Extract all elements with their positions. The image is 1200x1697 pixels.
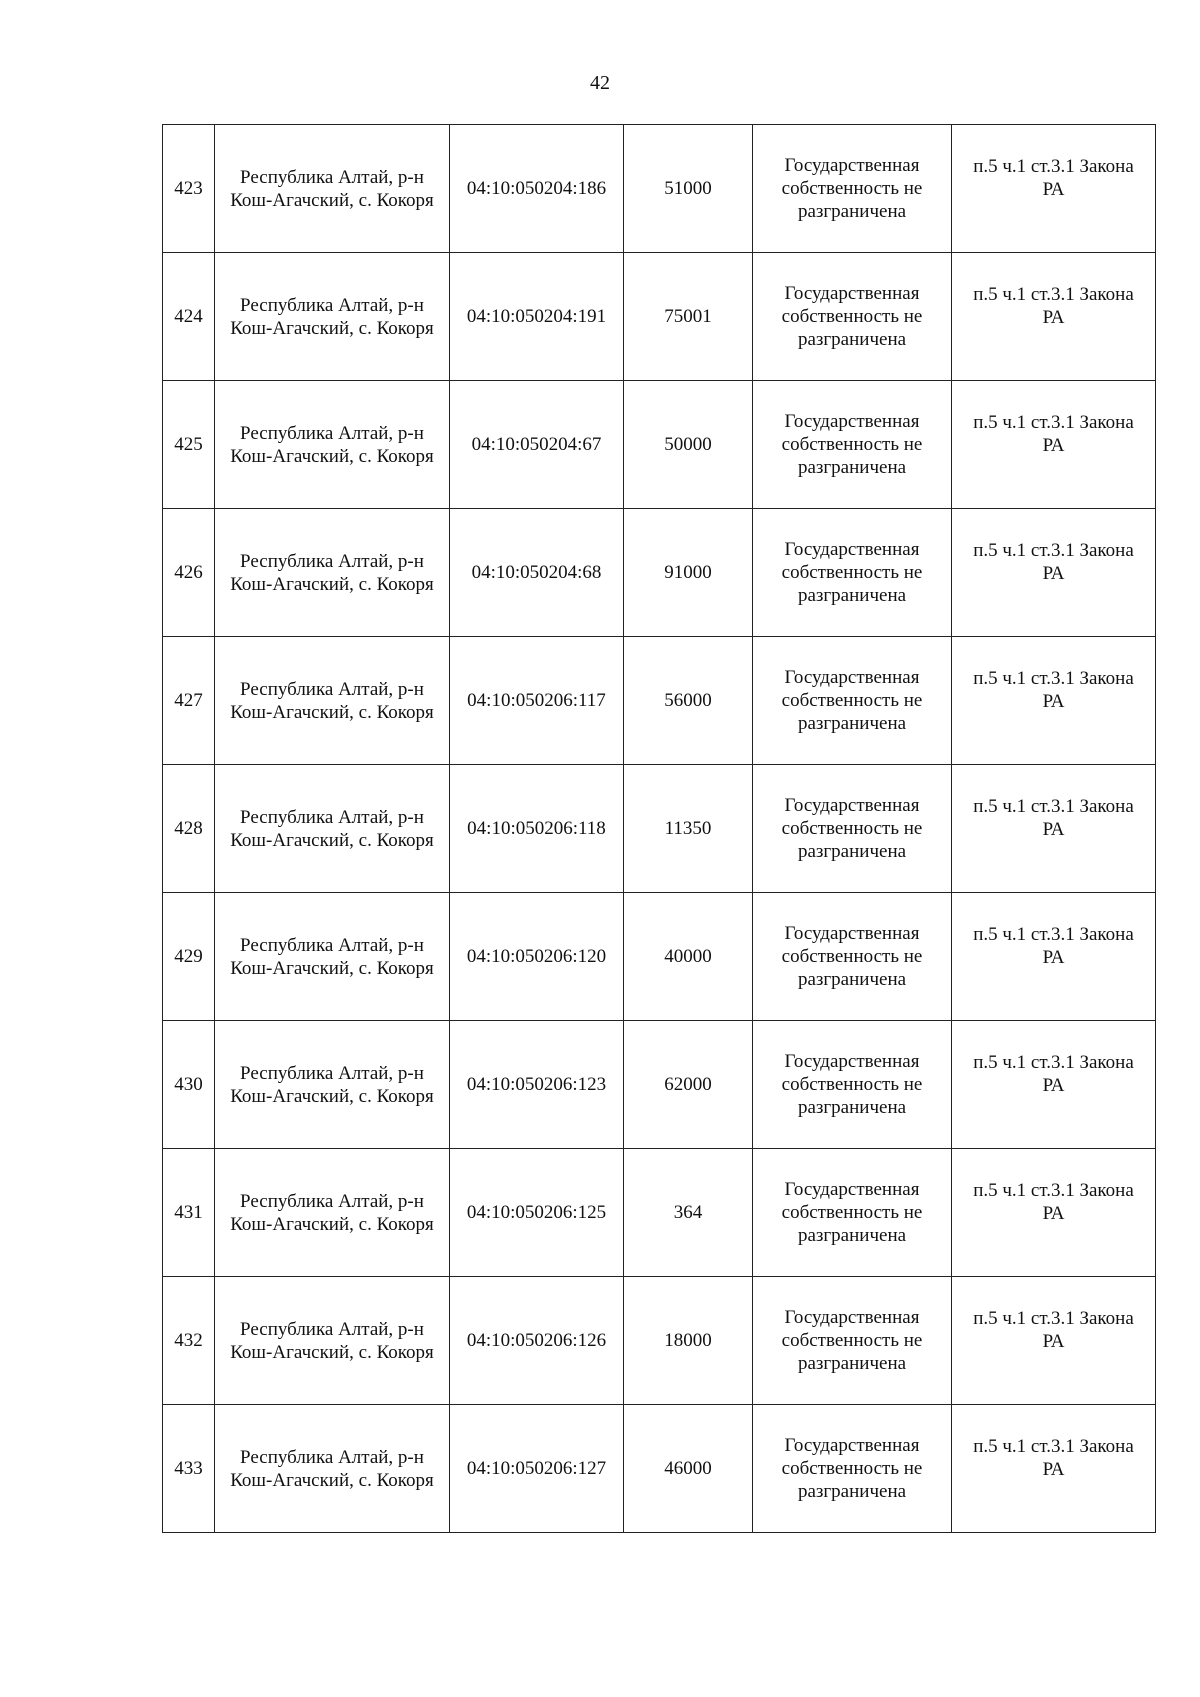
cadastral-number-cell: 04:10:050206:126 [450,1277,624,1405]
cadastral-number-cell: 04:10:050204:67 [450,381,624,509]
area-cell: 11350 [624,765,753,893]
row-number: 432 [163,1277,215,1405]
area-cell: 51000 [624,125,753,253]
legal-basis-cell: п.5 ч.1 ст.3.1 Закона РА [952,509,1156,637]
page-number: 42 [590,72,610,94]
cadastral-number-cell: 04:10:050206:127 [450,1405,624,1533]
table-row [163,637,1156,765]
ownership-cell: Государственная собственность не разграничена [753,381,952,509]
address-cell: Республика Алтай, р-н Кош-Агачский, с. Кокоря [215,893,450,1021]
area-cell: 91000 [624,509,753,637]
address-cell: Республика Алтай, р-н Кош-Агачский, с. Кокоря [215,253,450,381]
ownership-cell: Государственная собственность не разграничена [753,1149,952,1277]
address-cell: Республика Алтай, р-н Кош-Агачский, с. Кокоря [215,1021,450,1149]
address-cell: Республика Алтай, р-н Кош-Агачский, с. Кокоря [215,381,450,509]
row-number: 428 [163,765,215,893]
address-cell: Республика Алтай, р-н Кош-Агачский, с. Кокоря [215,509,450,637]
area-cell: 40000 [624,893,753,1021]
ownership-cell: Государственная собственность не разграничена [753,1021,952,1149]
cadastral-number-cell: 04:10:050206:120 [450,893,624,1021]
table-row [163,125,1156,253]
row-number: 433 [163,1405,215,1533]
legal-basis-cell: п.5 ч.1 ст.3.1 Закона РА [952,1405,1156,1533]
legal-basis-cell: п.5 ч.1 ст.3.1 Закона РА [952,893,1156,1021]
table-row [163,893,1156,1021]
table-row [163,253,1156,381]
cadastral-number-cell: 04:10:050206:118 [450,765,624,893]
ownership-cell: Государственная собственность не разграничена [753,637,952,765]
address-cell: Республика Алтай, р-н Кош-Агачский, с. Кокоря [215,1149,450,1277]
ownership-cell: Государственная собственность не разграничена [753,509,952,637]
table-row [163,1021,1156,1149]
ownership-cell: Государственная собственность не разграничена [753,253,952,381]
ownership-cell: Государственная собственность не разграничена [753,125,952,253]
legal-basis-cell: п.5 ч.1 ст.3.1 Закона РА [952,765,1156,893]
cadastral-number-cell: 04:10:050206:125 [450,1149,624,1277]
table-row [163,1277,1156,1405]
ownership-cell: Государственная собственность не разграничена [753,765,952,893]
address-cell: Республика Алтай, р-н Кош-Агачский, с. Кокоря [215,125,450,253]
row-number: 427 [163,637,215,765]
ownership-cell: Государственная собственность не разграничена [753,893,952,1021]
area-cell: 18000 [624,1277,753,1405]
table-row [163,765,1156,893]
address-cell: Республика Алтай, р-н Кош-Агачский, с. Кокоря [215,1405,450,1533]
row-number: 425 [163,381,215,509]
legal-basis-cell: п.5 ч.1 ст.3.1 Закона РА [952,125,1156,253]
row-number: 423 [163,125,215,253]
row-number: 430 [163,1021,215,1149]
legal-basis-cell: п.5 ч.1 ст.3.1 Закона РА [952,637,1156,765]
cadastral-number-cell: 04:10:050204:191 [450,253,624,381]
table-body [163,125,1156,1533]
table-row [163,1405,1156,1533]
area-cell: 62000 [624,1021,753,1149]
table-row [163,1149,1156,1277]
area-cell: 46000 [624,1405,753,1533]
cadastral-number-cell: 04:10:050204:68 [450,509,624,637]
row-number: 426 [163,509,215,637]
table-row [163,381,1156,509]
area-cell: 75001 [624,253,753,381]
legal-basis-cell: п.5 ч.1 ст.3.1 Закона РА [952,381,1156,509]
cadastral-number-cell: 04:10:050206:117 [450,637,624,765]
address-cell: Республика Алтай, р-н Кош-Агачский, с. Кокоря [215,1277,450,1405]
cadastral-number-cell: 04:10:050204:186 [450,125,624,253]
ownership-cell: Государственная собственность не разграничена [753,1405,952,1533]
table-row [163,509,1156,637]
legal-basis-cell: п.5 ч.1 ст.3.1 Закона РА [952,1149,1156,1277]
address-cell: Республика Алтай, р-н Кош-Агачский, с. Кокоря [215,765,450,893]
row-number: 429 [163,893,215,1021]
area-cell: 364 [624,1149,753,1277]
row-number: 424 [163,253,215,381]
area-cell: 56000 [624,637,753,765]
area-cell: 50000 [624,381,753,509]
ownership-cell: Государственная собственность не разграничена [753,1277,952,1405]
legal-basis-cell: п.5 ч.1 ст.3.1 Закона РА [952,1021,1156,1149]
cadastral-number-cell: 04:10:050206:123 [450,1021,624,1149]
legal-basis-cell: п.5 ч.1 ст.3.1 Закона РА [952,1277,1156,1405]
row-number: 431 [163,1149,215,1277]
address-cell: Республика Алтай, р-н Кош-Агачский, с. Кокоря [215,637,450,765]
legal-basis-cell: п.5 ч.1 ст.3.1 Закона РА [952,253,1156,381]
land-plots-table [162,124,1156,1533]
